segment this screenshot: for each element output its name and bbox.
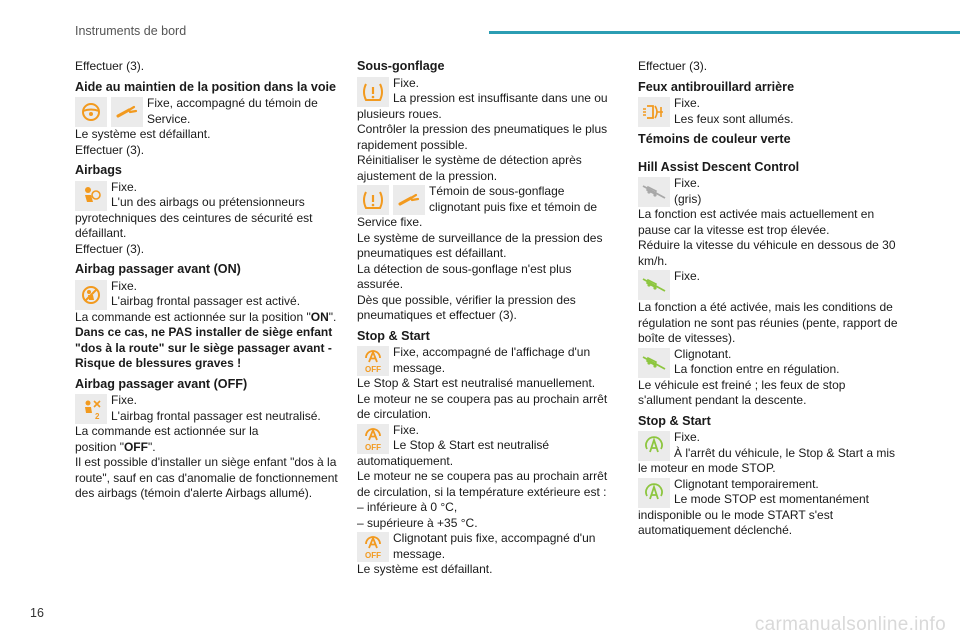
stop-start-off-icon bbox=[357, 532, 389, 562]
under-inflation-entry bbox=[357, 76, 619, 123]
airbag-on-entry bbox=[75, 279, 343, 310]
stop-start-icon bbox=[638, 478, 670, 508]
rear-fog-light-icon bbox=[638, 97, 670, 127]
text: La fonction a été activée, mais les conditions de régulation ne sont pas réunies (pente, rapport de boîte de vitesses). bbox=[638, 300, 898, 345]
rear-fog-entry bbox=[638, 96, 900, 127]
airbag-off-icon bbox=[75, 394, 107, 424]
text: Le système de surveillance de la pression des pneumatiques est défaillant. bbox=[357, 230, 603, 260]
section-title-stop-start: Stop & Start bbox=[357, 328, 430, 343]
section-title-green-lights: Témoins de couleur verte bbox=[638, 132, 791, 146]
stop-start-off-icon bbox=[357, 424, 389, 454]
text-on-position bbox=[75, 310, 343, 326]
text: Le véhicule est freiné ; les feux de stop s'allument pendant la descente. bbox=[638, 377, 846, 407]
text: Fixe. bbox=[393, 422, 420, 437]
stop-start-entry-1 bbox=[638, 430, 900, 477]
text: Témoin de sous-gonflage clignotant puis fixe et témoin de Service fixe. bbox=[357, 184, 598, 229]
text: Fixe. bbox=[111, 278, 138, 293]
stop-start-off-entry-3 bbox=[357, 531, 619, 562]
page-number: 16 bbox=[30, 606, 44, 620]
text: Fixe, accompagné de l'affichage d'un message. bbox=[393, 345, 591, 375]
text: Effectuer (3). bbox=[638, 59, 708, 73]
list-item: – inférieure à 0 °C, bbox=[357, 500, 458, 514]
text: Effectuer (3). bbox=[75, 142, 145, 157]
text: Le mode STOP est momentanément indisponible ou le mode START s'est automatiquement déclenché. bbox=[638, 492, 869, 537]
warning-text: Dans ce cas, ne PAS installer de siège enfant "dos à la route" sur le siège passager avant - Risque de blessures graves ! bbox=[75, 325, 333, 370]
text: Fixe. bbox=[674, 96, 701, 110]
on-label: ON bbox=[310, 309, 329, 324]
text: Réduire la vitesse du véhicule en dessous de 30 km/h. bbox=[638, 238, 896, 268]
text: Il est possible d'installer un siège enfant "dos à la route", sauf en cas d'anomalie de fonctionnement des airbags (témoin d'alerte Airbags allumé). bbox=[75, 455, 338, 500]
text: Le système est défaillant. bbox=[75, 127, 211, 141]
text: La fonction est activée mais actuellement en pause car la vitesse est trop élevée. bbox=[638, 207, 875, 237]
text: (gris) bbox=[674, 191, 702, 206]
stop-start-off-icon bbox=[357, 346, 389, 376]
text: Fixe, accompagné du témoin de Service. bbox=[147, 96, 318, 126]
text: position " bbox=[75, 439, 124, 454]
airbags-entry bbox=[75, 180, 343, 242]
off-icon-label: OFF bbox=[365, 551, 381, 560]
text: Fixe. bbox=[111, 393, 138, 407]
text: L'un des airbags ou prétensionneurs pyrotechniques des ceintures de sécurité est défaillant. bbox=[75, 195, 313, 240]
text: Les feux sont allumés. bbox=[674, 111, 794, 126]
text: Clignotant puis fixe, accompagné d'un message. bbox=[393, 531, 596, 561]
text: Fixe. bbox=[674, 269, 701, 283]
watermark: carmanualsonline.info bbox=[754, 614, 946, 635]
off-icon-label: OFF bbox=[365, 442, 381, 452]
section-title-stop-start-green: Stop & Start bbox=[638, 413, 711, 428]
section-title-airbags: Airbags bbox=[75, 163, 122, 177]
section-title-under-inflation: Sous-gonflage bbox=[357, 59, 445, 73]
tyre-pressure-icon bbox=[357, 185, 389, 215]
text: Le moteur ne se coupera pas au prochain arrêt de circulation, si la température extérieure est : bbox=[357, 469, 608, 499]
stop-start-icon bbox=[638, 431, 670, 461]
hill-descent-icon bbox=[638, 177, 670, 207]
section-title-airbag-off: Airbag passager avant (OFF) bbox=[75, 376, 248, 391]
text: Fixe. bbox=[674, 176, 701, 190]
text: La pression est insuffisante dans une ou plusieurs roues. bbox=[357, 91, 608, 121]
text: Dès que possible, vérifier la pression des pneumatiques et effectuer (3). bbox=[357, 292, 576, 322]
section-title-airbag-on: Airbag passager avant (ON) bbox=[75, 262, 241, 276]
airbag-off-entry bbox=[75, 393, 343, 424]
text: ". bbox=[147, 439, 156, 454]
text: Fixe. bbox=[393, 75, 420, 90]
off-label: OFF bbox=[123, 439, 148, 454]
text: ". bbox=[328, 309, 337, 324]
text: Clignotant. bbox=[674, 346, 732, 361]
hill-descent-icon bbox=[638, 270, 670, 300]
stop-start-entry-2 bbox=[638, 477, 900, 539]
lane-keeping-entry bbox=[75, 96, 343, 127]
text: À l'arrêt du véhicule, le Stop & Start a mis le moteur en mode STOP. bbox=[638, 445, 896, 475]
header-accent-bar bbox=[489, 31, 960, 34]
text-off-position bbox=[75, 440, 343, 456]
header-title: Instruments de bord bbox=[75, 24, 187, 38]
hill-descent-grey-entry bbox=[638, 176, 900, 207]
text: Effectuer (3). bbox=[75, 241, 145, 256]
section-title-hill-descent: Hill Assist Descent Control bbox=[638, 159, 800, 174]
text: Réinitialiser le système de détection après ajustement de la pression. bbox=[357, 153, 582, 183]
text: Le système est défaillant. bbox=[357, 562, 493, 576]
stop-start-off-entry-2 bbox=[357, 423, 619, 470]
under-inflation-service-entry bbox=[357, 184, 619, 231]
text: La détection de sous-gonflage n'est plus assurée. bbox=[357, 261, 572, 291]
text: Le Stop & Start est neutralisé manuellement. bbox=[357, 376, 596, 390]
text: Le Stop & Start est neutralisé automatiquement. bbox=[357, 438, 550, 468]
text: La fonction entre en régulation. bbox=[674, 362, 840, 376]
section-title-rear-fog: Feux antibrouillard arrière bbox=[638, 79, 795, 94]
text: L'airbag frontal passager est neutralisé. bbox=[111, 408, 321, 423]
list-item: – supérieure à +35 °C. bbox=[357, 515, 478, 530]
text: La commande est actionnée sur la position " bbox=[75, 309, 311, 324]
stop-start-off-entry-1 bbox=[357, 345, 619, 376]
section-title-lane-keeping: Aide au maintien de la position dans la voie bbox=[75, 79, 337, 94]
text: Le moteur ne se coupera pas au prochain arrêt de circulation. bbox=[357, 391, 608, 421]
wrench-icon bbox=[393, 185, 425, 215]
text: Clignotant temporairement. bbox=[674, 476, 819, 491]
text: La commande est actionnée sur la bbox=[75, 424, 259, 438]
text: Fixe. bbox=[674, 430, 701, 444]
hill-descent-green-entry-2 bbox=[638, 347, 900, 378]
svg-text:2: 2 bbox=[95, 412, 100, 421]
column-3 bbox=[638, 59, 900, 539]
column-1 bbox=[75, 59, 343, 502]
airbag-on-icon bbox=[75, 280, 107, 310]
tyre-pressure-icon bbox=[357, 77, 389, 107]
hill-descent-green-entry-1 bbox=[638, 269, 900, 300]
airbag-icon bbox=[75, 181, 107, 211]
hill-descent-icon bbox=[638, 348, 670, 378]
text: Effectuer (3). bbox=[75, 59, 145, 73]
steering-wheel-icon bbox=[75, 97, 107, 127]
text: Fixe. bbox=[111, 179, 138, 194]
off-icon-label: OFF bbox=[365, 365, 381, 374]
wrench-icon bbox=[111, 97, 143, 127]
column-2 bbox=[357, 59, 619, 578]
text: Contrôler la pression des pneumatiques le plus rapidement possible. bbox=[357, 122, 608, 152]
text: L'airbag frontal passager est activé. bbox=[111, 294, 301, 308]
